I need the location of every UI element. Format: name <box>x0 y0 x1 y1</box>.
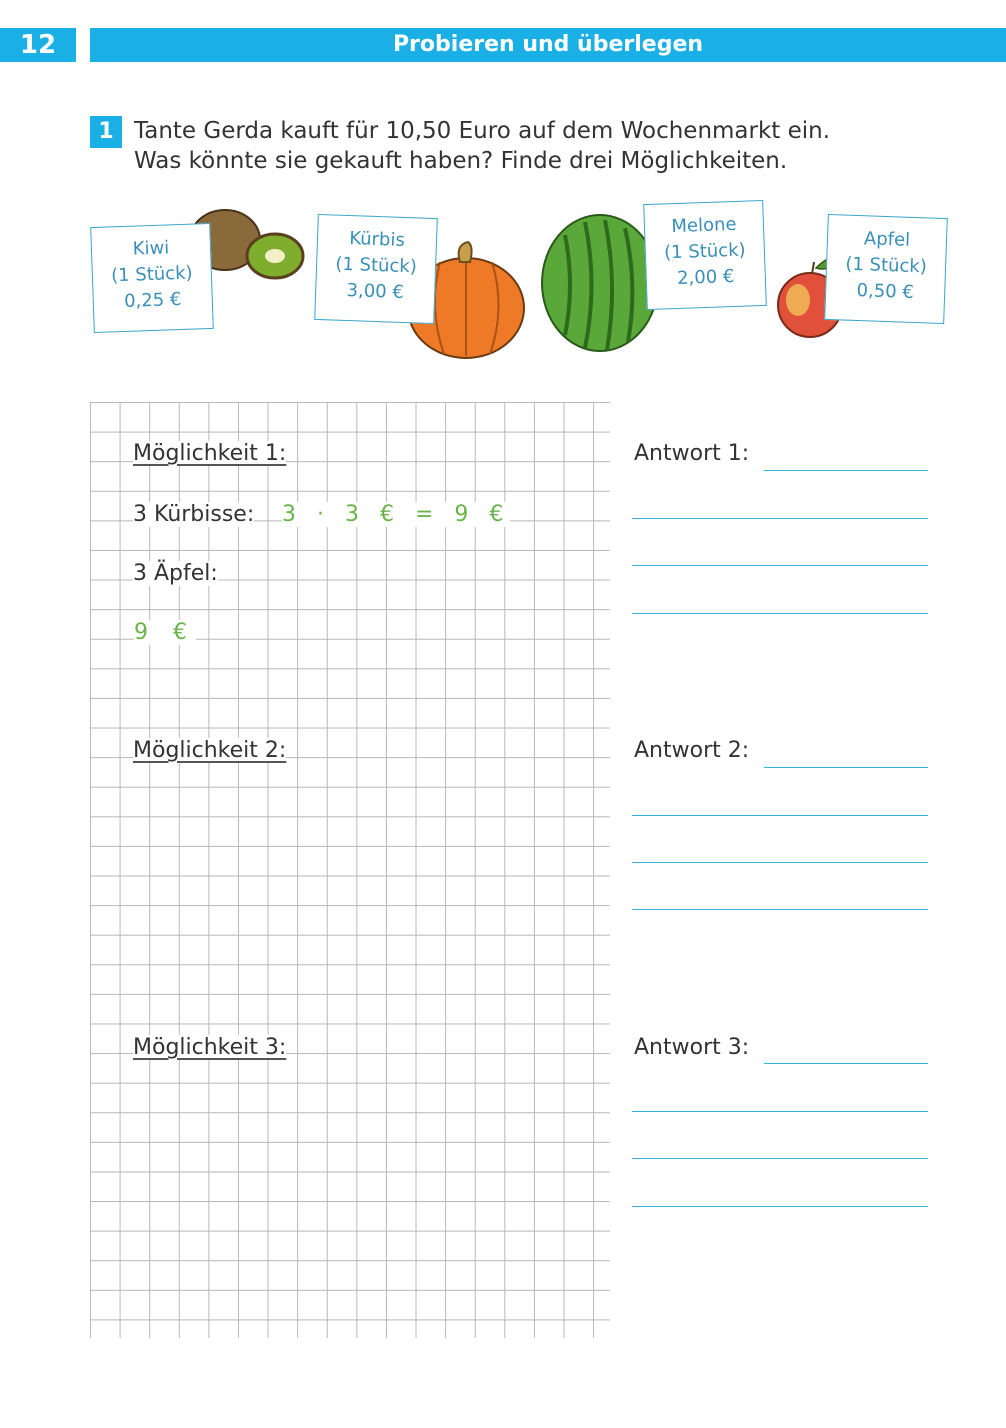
answer-2-line-2[interactable] <box>632 815 928 816</box>
answer-3-line-2[interactable] <box>632 1111 928 1112</box>
page-number: 12 <box>0 28 76 62</box>
answer-3-line-3[interactable] <box>632 1158 928 1159</box>
answer-2-line-1[interactable] <box>764 767 928 768</box>
page-title: Probieren und überlegen <box>90 28 1006 62</box>
tag-kuerbis-name: Kürbis <box>348 228 406 251</box>
tag-apfel-name: Apfel <box>863 228 911 251</box>
price-tag-apfel <box>824 214 948 324</box>
answer-1-line-3[interactable] <box>632 565 928 566</box>
tag-melone-name: Melone <box>671 213 737 238</box>
tag-apfel-unit: (1 Stück) <box>845 253 928 278</box>
answer-1-label: Antwort 1: <box>634 441 750 466</box>
possibility-2-label: Möglichkeit 2: <box>133 738 287 763</box>
tag-melone-price: 2,00 € <box>676 265 735 289</box>
tag-kuerbis-price: 3,00 € <box>346 279 405 303</box>
answer-3-label: Antwort 3: <box>634 1035 750 1060</box>
row-sum-calc: 9 € <box>134 620 196 645</box>
tag-melone-unit: (1 Stück) <box>663 239 746 264</box>
row-aepfel-label: 3 Äpfel: <box>133 561 218 586</box>
tag-kiwi-unit: (1 Stück) <box>110 262 193 287</box>
answer-1-line-4[interactable] <box>632 613 928 614</box>
price-tag-kiwi <box>90 223 214 333</box>
grid-worksheet[interactable] <box>90 402 610 1338</box>
answer-1-line-2[interactable] <box>632 518 928 519</box>
possibility-3-label: Möglichkeit 3: <box>133 1035 287 1060</box>
tag-kuerbis-unit: (1 Stück) <box>335 253 418 278</box>
answer-2-label: Antwort 2: <box>634 738 750 763</box>
answer-1-line-1[interactable] <box>764 470 928 471</box>
melon-icon <box>542 215 658 351</box>
answer-2-line-4[interactable] <box>632 909 928 910</box>
answer-2-line-3[interactable] <box>632 862 928 863</box>
tag-kiwi-price: 0,25 € <box>123 288 182 312</box>
tag-kiwi-name: Kiwi <box>132 237 170 260</box>
price-tag-kuerbis <box>314 214 438 324</box>
price-tag-melone <box>643 200 767 310</box>
row-kuerbisse-label: 3 Kürbisse: <box>133 502 255 527</box>
answer-3-line-1[interactable] <box>764 1063 928 1064</box>
row-kuerbisse-calc: 3 · 3 € = 9 € <box>282 502 511 527</box>
task-line-2: Was könnte sie gekauft haben? Finde drei Möglichkeiten. <box>134 148 788 174</box>
answer-3-line-4[interactable] <box>632 1206 928 1207</box>
possibility-1-label: Möglichkeit 1: <box>133 441 287 466</box>
task-number: 1 <box>90 116 122 148</box>
task-line-1: Tante Gerda kauft für 10,50 Euro auf dem Wochenmarkt ein. <box>134 118 831 144</box>
tag-apfel-price: 0,50 € <box>856 279 915 303</box>
